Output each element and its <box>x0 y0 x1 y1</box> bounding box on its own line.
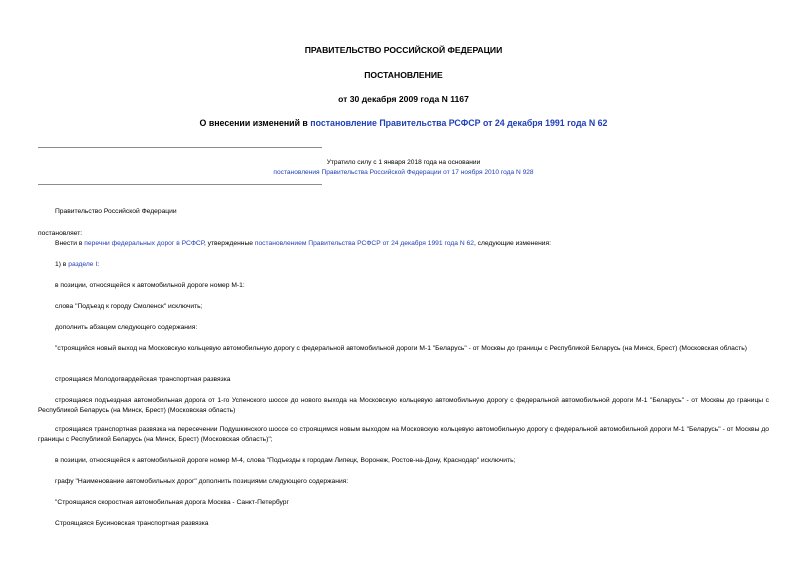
bottom-divider <box>38 184 322 185</box>
paragraph-resolves: постановляет: <box>38 230 83 237</box>
top-divider <box>38 147 322 148</box>
paragraph-government: Правительство Российской Федерации <box>55 208 177 215</box>
paragraph-access-road: строящаяся подъездная автомобильная дорога от 1-го Успенского шоссе до нового выхода на Московскую кольцевую автомобильную дорогу с федеральной автомобильной дороги М-1 "Беларусь" - от Москвы до границы с Республикой Беларусь (на Минск, Брест) (Московская область) <box>38 397 769 414</box>
resolution-link[interactable]: постановлением Правительства РСФСР от 24 декабря 1991 года N 62 <box>254 240 474 247</box>
paragraph-add-clause: дополнить абзацем следующего содержания: <box>55 324 198 331</box>
repeal-note-line2 <box>0 168 807 177</box>
section-1-link[interactable]: разделе I <box>68 261 98 268</box>
paragraph-road-names: графу "Наименование автомобильных дорог" дополнить позициями следующего содержания: <box>55 478 349 485</box>
paragraph-businovskaya: Строящаяся Бусиновская транспортная развязка <box>55 520 209 527</box>
paragraph-molodogvardeyskaya: строящаяся Молодогвардейская транспортная развязка <box>55 376 231 383</box>
text-span: Внести в <box>55 240 85 247</box>
paragraph-moscow-spb: "Строящаяся скоростная автомобильная дорога Москва - Санкт-Петербург <box>55 499 289 506</box>
repeal-note-link[interactable]: постановления Правительства Российской Федерации от 17 ноября 2010 года N 928 <box>273 169 534 176</box>
title-link[interactable]: постановление Правительства РСФСР от 24 декабря 1991 года N 62 <box>310 118 608 128</box>
paragraph-podushkinskoe: строящаяся транспортная развязка на пересечении Подушкинского шоссе со строящимся новым выходом на Московскую кольцевую автомобильную дорогу с федеральной автомобильной дороги М-1 "Беларусь" - от Москвы до границы с Республикой Беларусь (на Минск, Брест) (Московская область)"; <box>38 426 769 443</box>
repeal-note-line1: Утратило силу с 1 января 2018 года на основании <box>326 159 481 166</box>
date-number-heading: от 30 декабря 2009 года N 1167 <box>338 94 469 104</box>
paragraph-delete-words: слова "Подъезд к городу Смоленск" исключить; <box>55 303 203 310</box>
paragraph-make-changes <box>38 239 769 249</box>
government-heading: ПРАВИТЕЛЬСТВО РОССИЙСКОЙ ФЕДЕРАЦИИ <box>304 45 503 55</box>
document-title <box>0 118 807 129</box>
text-span: , следующие изменения: <box>473 240 552 247</box>
doc-type-heading: ПОСТАНОВЛЕНИЕ <box>364 70 443 80</box>
roads-list-link[interactable]: перечни федеральных дорог в РСФСР <box>84 240 204 247</box>
paragraph-section-1 <box>38 260 769 270</box>
title-prefix: О внесении изменений в <box>199 118 311 128</box>
paragraph-position-m1: в позиции, относящейся к автомобильной дороге номер М-1: <box>55 282 245 289</box>
text-span: 1) в <box>55 261 69 268</box>
paragraph-position-m4: в позиции, относящейся к автомобильной дороге номер М-4, слова "Подъезды к городам Липецк, Воронеж, Ростов-на-Дону, Краснодар" исключить; <box>55 457 516 464</box>
text-span: : <box>97 261 100 268</box>
text-span: , утвержденные <box>203 240 255 247</box>
paragraph-new-exit: "строящийся новый выход на Московскую кольцевую автомобильную дорогу с федеральной автомобильной дороги М-1 "Беларусь" - от Москвы до границы с Республикой Беларусь (на Минск, Брест) (Московская область) <box>55 345 747 352</box>
